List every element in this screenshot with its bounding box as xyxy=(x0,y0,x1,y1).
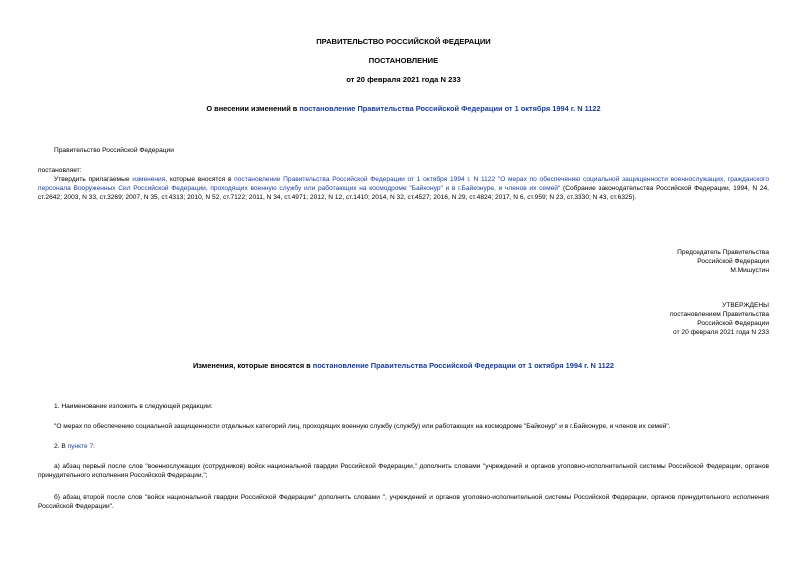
changes-heading-link[interactable]: постановление Правительства Российской Федерации от 1 октября 1994 г. N 1122 xyxy=(312,361,614,370)
decree-text-3: (Собрание законодательства Российской Федерации, 1994, N 24, ст.2642; 2003, N 33, ст.3269; 2007, N 35, ст.4313; 2010, N 52, ст.7122; 2011, N 34, ст.4971; 2012, N 12, ст.1410; 2014, N 32, ст.4527; 2016, N 29, ст.4824; 2017, N 6, ст.959; N 23, ст.3330; N 43, ст.6325). xyxy=(38,184,769,201)
item-7-link[interactable]: пункте 7 xyxy=(67,443,94,450)
preamble-government: Правительство Российской Федерации xyxy=(54,147,174,154)
signature-country: Российской Федерации xyxy=(697,257,769,265)
subitem-b xyxy=(38,494,769,512)
resolution-1122-link[interactable]: постановление Правительства Российской Федерации от 1 октября 1994 г. N 1122 "О мерах по обеспечению социальной защищенности военнослужащих, гражданского персонала Вооруженных Сил Российской Федерации, проходящих военную службу или работающих на космодроме "Байконур" и в г.Байконуре, и членов их семей" xyxy=(38,176,769,192)
subitem-a-text: после слов "военнослужащих (сотрудников) войск национальной гвардии Российской Федерации," дополнить словами "учреждений и органов уголовно-исполнительной системы Российской Федерации, органов принудительного исполнения Российской Федерации,"; xyxy=(38,463,769,479)
document-type: ПОСТАНОВЛЕНИЕ xyxy=(368,56,439,65)
preamble-resolves: постановляет: xyxy=(38,167,82,174)
decree-paragraph xyxy=(38,176,769,203)
changes-heading xyxy=(0,361,807,371)
item-2-suffix: : xyxy=(93,443,95,450)
subitem-b-text: после слов "войск национальной гвардии Российской Федерации" дополнить словами ", учреждений и органов уголовно-исполнительной системы Российской Федерации, органов принудительного исполнения Российской Федерации". xyxy=(38,494,769,510)
approval-stamp: УТВЕРЖДЕНЫ xyxy=(722,302,769,309)
document-date-number: от 20 февраля 2021 года N 233 xyxy=(346,75,461,84)
title-link[interactable]: постановление Правительства Российской Федерации от 1 октября 1994 г. N 1122 xyxy=(299,104,601,113)
approval-block xyxy=(670,302,769,338)
subitem-a-ref: абзац первый xyxy=(62,463,106,470)
subitem-b-prefix: б) xyxy=(54,494,63,501)
item-2 xyxy=(38,443,769,452)
approval-date: от 20 февраля 2021 года N 233 xyxy=(673,328,769,336)
subitem-b-ref: абзац второй xyxy=(62,494,105,501)
document-title xyxy=(0,104,807,114)
signature-block xyxy=(677,249,769,276)
changes-heading-prefix: Изменения, которые вносятся в xyxy=(193,361,313,370)
approval-country: Российской Федерации xyxy=(697,319,769,327)
decree-text-1: Утвердить прилагаемые xyxy=(54,176,133,183)
item-1: 1. Наименование изложить в следующей редакции: xyxy=(54,403,213,410)
changes-link[interactable]: изменения xyxy=(132,176,166,183)
signature-name: М.Мишустин xyxy=(730,266,769,274)
signature-title: Председатель Правительства xyxy=(677,249,769,256)
item-2-prefix: 2. В xyxy=(54,443,68,450)
approval-by: постановлением Правительства xyxy=(669,310,769,318)
government-heading: ПРАВИТЕЛЬСТВО РОССИЙСКОЙ ФЕДЕРАЦИИ xyxy=(316,37,491,46)
subitem-a-prefix: а) xyxy=(54,463,63,470)
subitem-a xyxy=(38,463,769,481)
title-prefix: О внесении изменений в xyxy=(206,104,300,113)
decree-text-2: , которые вносятся в xyxy=(165,176,235,183)
item-1-quote: "О мерах по обеспечению социальной защищенности отдельных категорий лиц, проходящих военную службу (службу) или работающих на космодроме "Байконур" и в г.Байконуре, и членов их семей". xyxy=(54,423,671,430)
